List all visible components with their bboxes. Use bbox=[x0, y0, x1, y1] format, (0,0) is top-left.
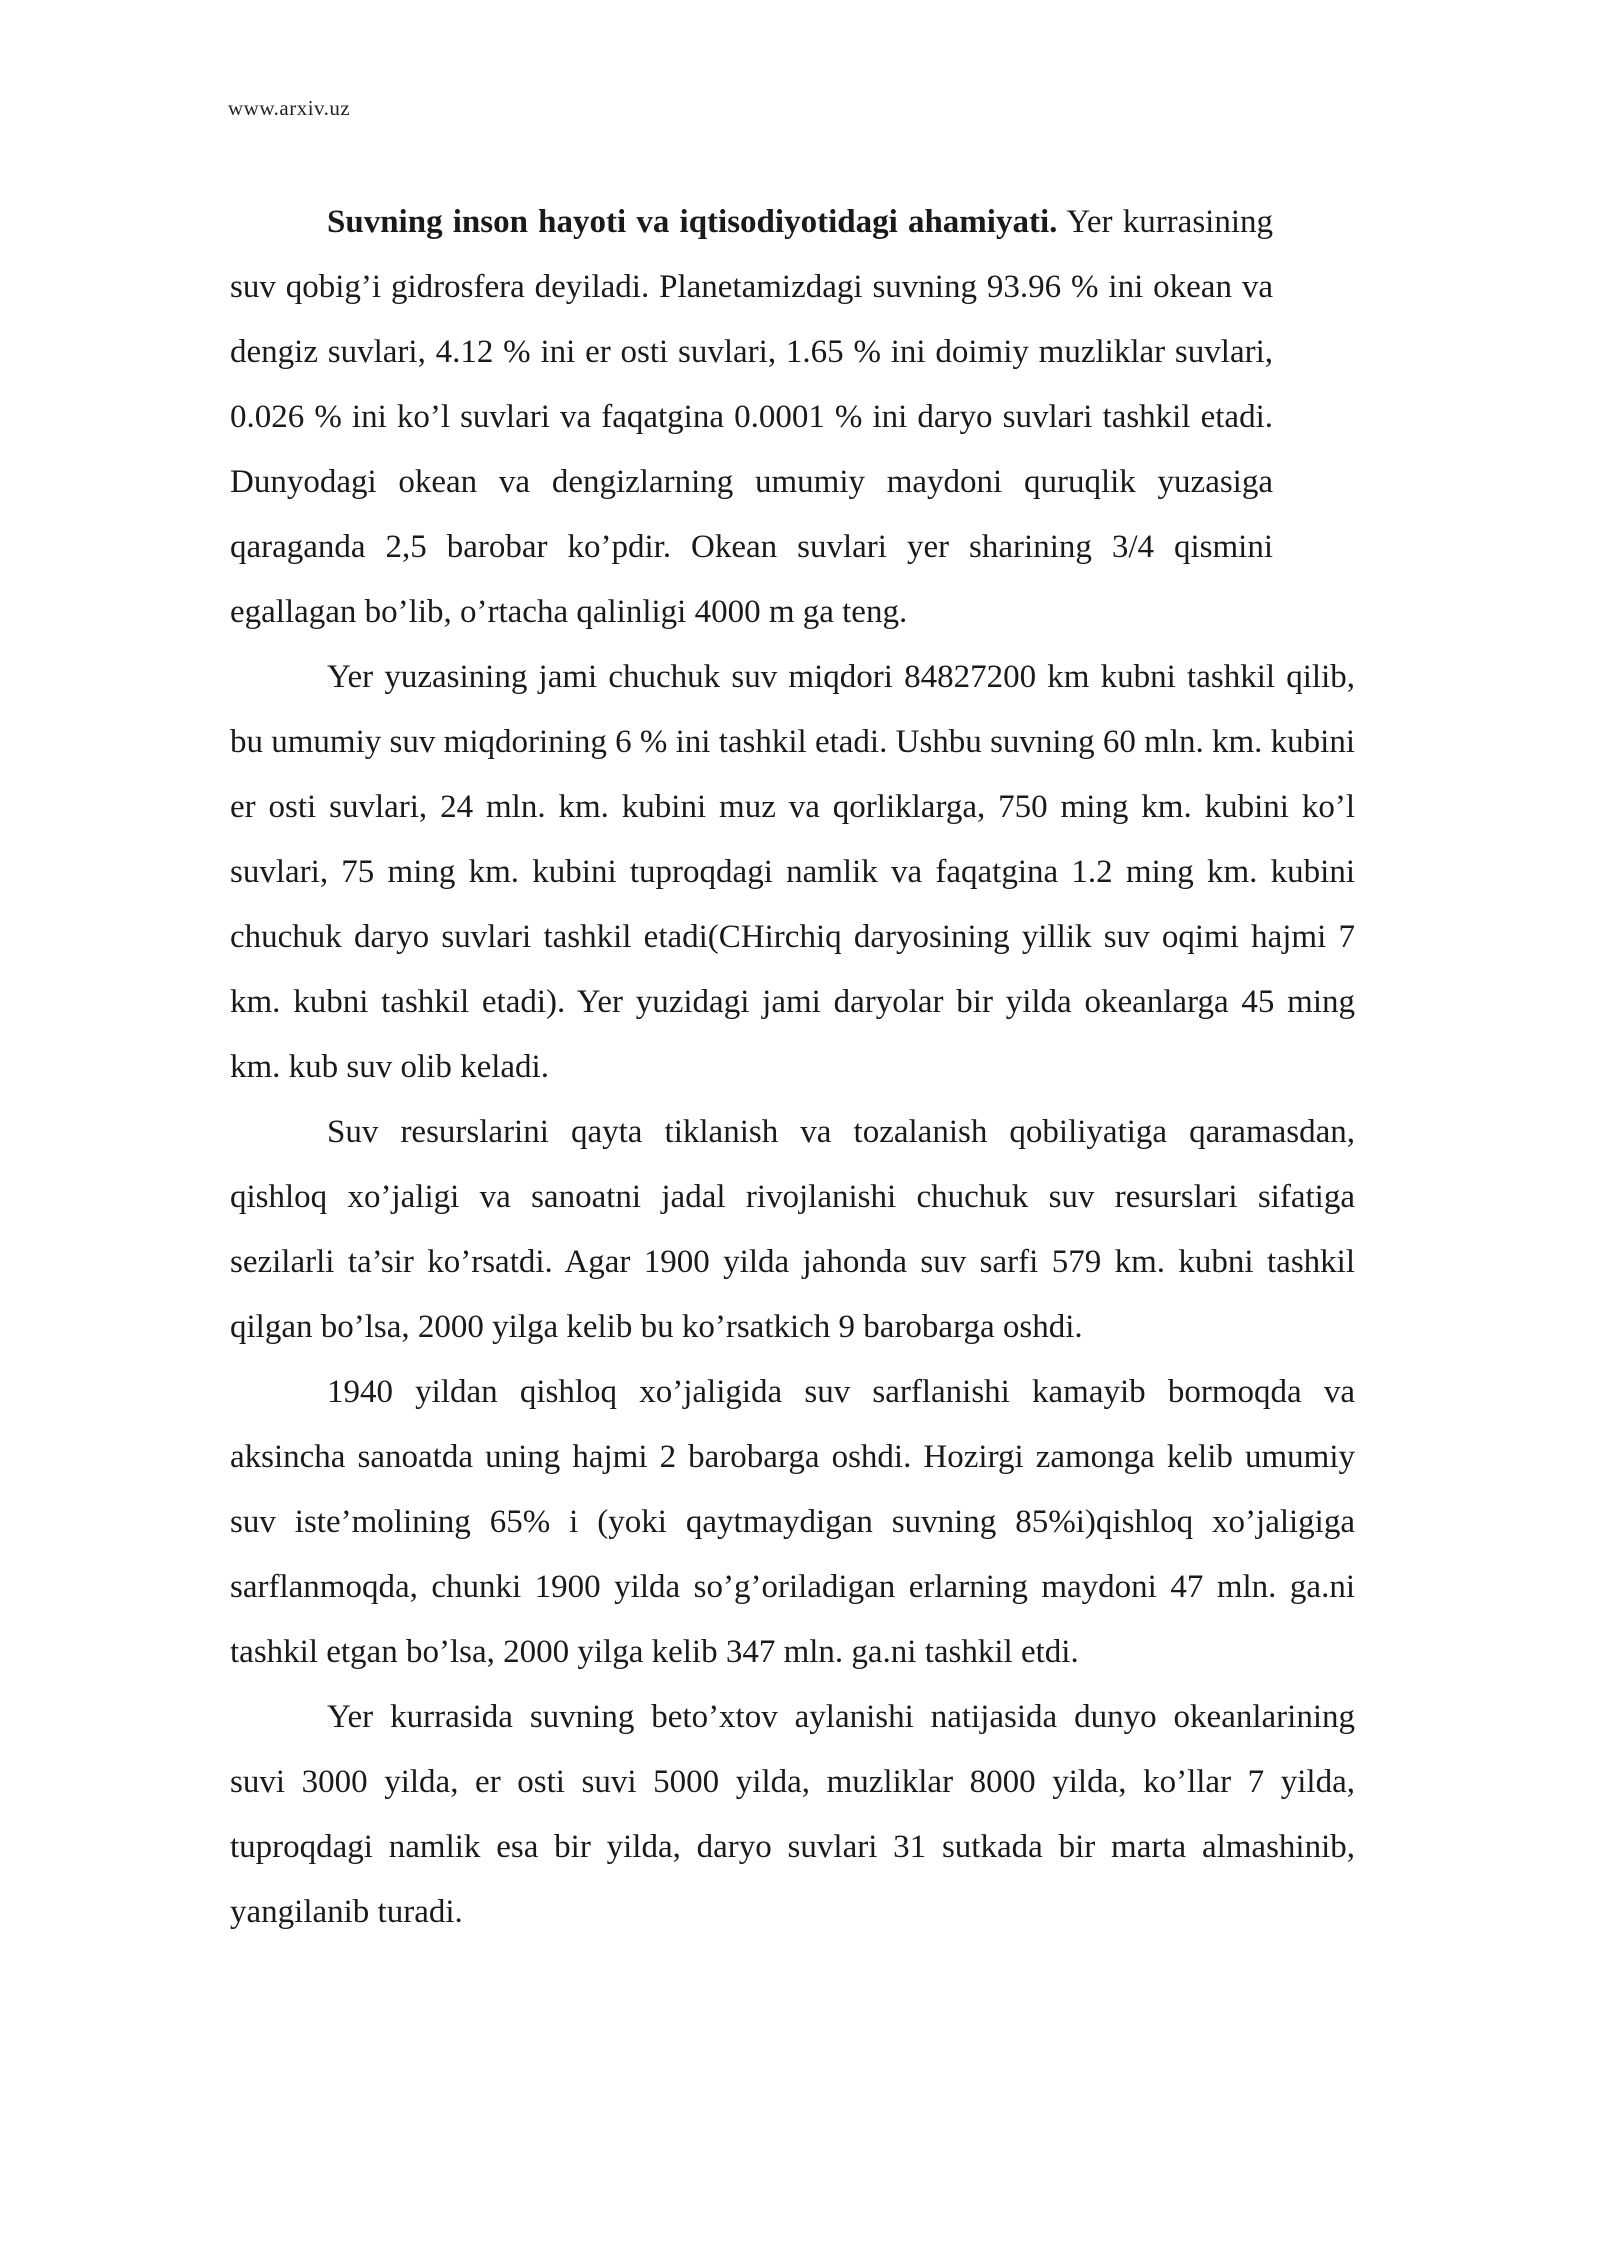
paragraph-text: Yer kurrasining suv qobig’i gidrosfera deyiladi. Planetamizdagi suvning 93.96 % ini okean va dengiz suvlari, 4.12 % ini er osti suvlari, 1.65 % ini doimiy muzliklar suvlari, 0.026 % ini ko’l suvlari va faqatgina 0.0001 % ini daryo suvlari tashkil etadi. Dunyodagi okean va dengizlarning umumiy maydoni quruqlik yuzasiga qaraganda 2,5 barobar ko’pdir. Okean suvlari yer sharining 3/4 qismini egallagan bo’lib, o’rtacha qalinligi 4000 m ga teng. bbox=[230, 204, 1273, 630]
article-heading: Suvning inson hayoti va iqtisodiyotidagi ahamiyati. bbox=[327, 204, 1058, 240]
paragraph-water-cycle: Yer kurrasida suvning beto’xtov aylanishi natijasida dunyo okeanlarining suvi 3000 yilda, er osti suvi 5000 yilda, muzliklar 8000 yilda, ko’llar 7 yilda, tuproqdagi namlik esa bir yilda, daryo suvlari 31 sutkada bir marta almashinib, yangilanib turadi. bbox=[230, 1699, 1355, 1930]
paragraph-agriculture: 1940 yildan qishloq xo’jaligida suv sarflanishi kamayib bormoqda va aksincha sanoatda uning hajmi 2 barobarga oshdi. Hozirgi zamonga kelib umumiy suv iste’molining 65% i (yoki qaytmaydigan suvning 85%i)qishloq xo’jaligiga sarflanmoqda, chunki 1900 yilda so’g’oriladigan erlarning maydoni 47 mln. ga.ni tashkil etgan bo’lsa, 2000 yilga kelib 347 mln. ga.ni tashkil etdi. bbox=[230, 1374, 1355, 1670]
site-url: www.arxiv.uz bbox=[228, 96, 351, 120]
paragraph-intro bbox=[230, 190, 1273, 645]
paragraph-water-resources: Suv resurslarini qayta tiklanish va tozalanish qobiliyatiga qaramasdan, qishloq xo’jaligi va sanoatni jadal rivojlanishi chuchuk suv resurslari sifatiga sezilarli ta’sir ko’rsatdi. Agar 1900 yilda jahonda suv sarfi 579 km. kubni tashkil qilgan bo’lsa, 2000 yilga kelib bu ko’rsatkich 9 barobarga oshdi. bbox=[230, 1114, 1355, 1345]
paragraph-fresh-water: Yer yuzasining jami chuchuk suv miqdori 84827200 km kubni tashkil qilib, bu umumiy suv miqdorining 6 % ini tashkil etadi. Ushbu suvning 60 mln. km. kubini er osti suvlari, 24 mln. km. kubini muz va qorliklarga, 750 ming km. kubini ko’l suvlari, 75 ming km. kubini tuproqdagi namlik va faqatgina 1.2 ming km. kubini chuchuk daryo suvlari tashkil etadi(CHirchiq daryosining yillik suv oqimi hajmi 7 km. kubni tashkil etadi). Yer yuzidagi jami daryolar bir yilda okeanlarga 45 ming km. kub suv olib keladi. bbox=[230, 659, 1355, 1085]
article-body bbox=[230, 190, 1355, 1945]
